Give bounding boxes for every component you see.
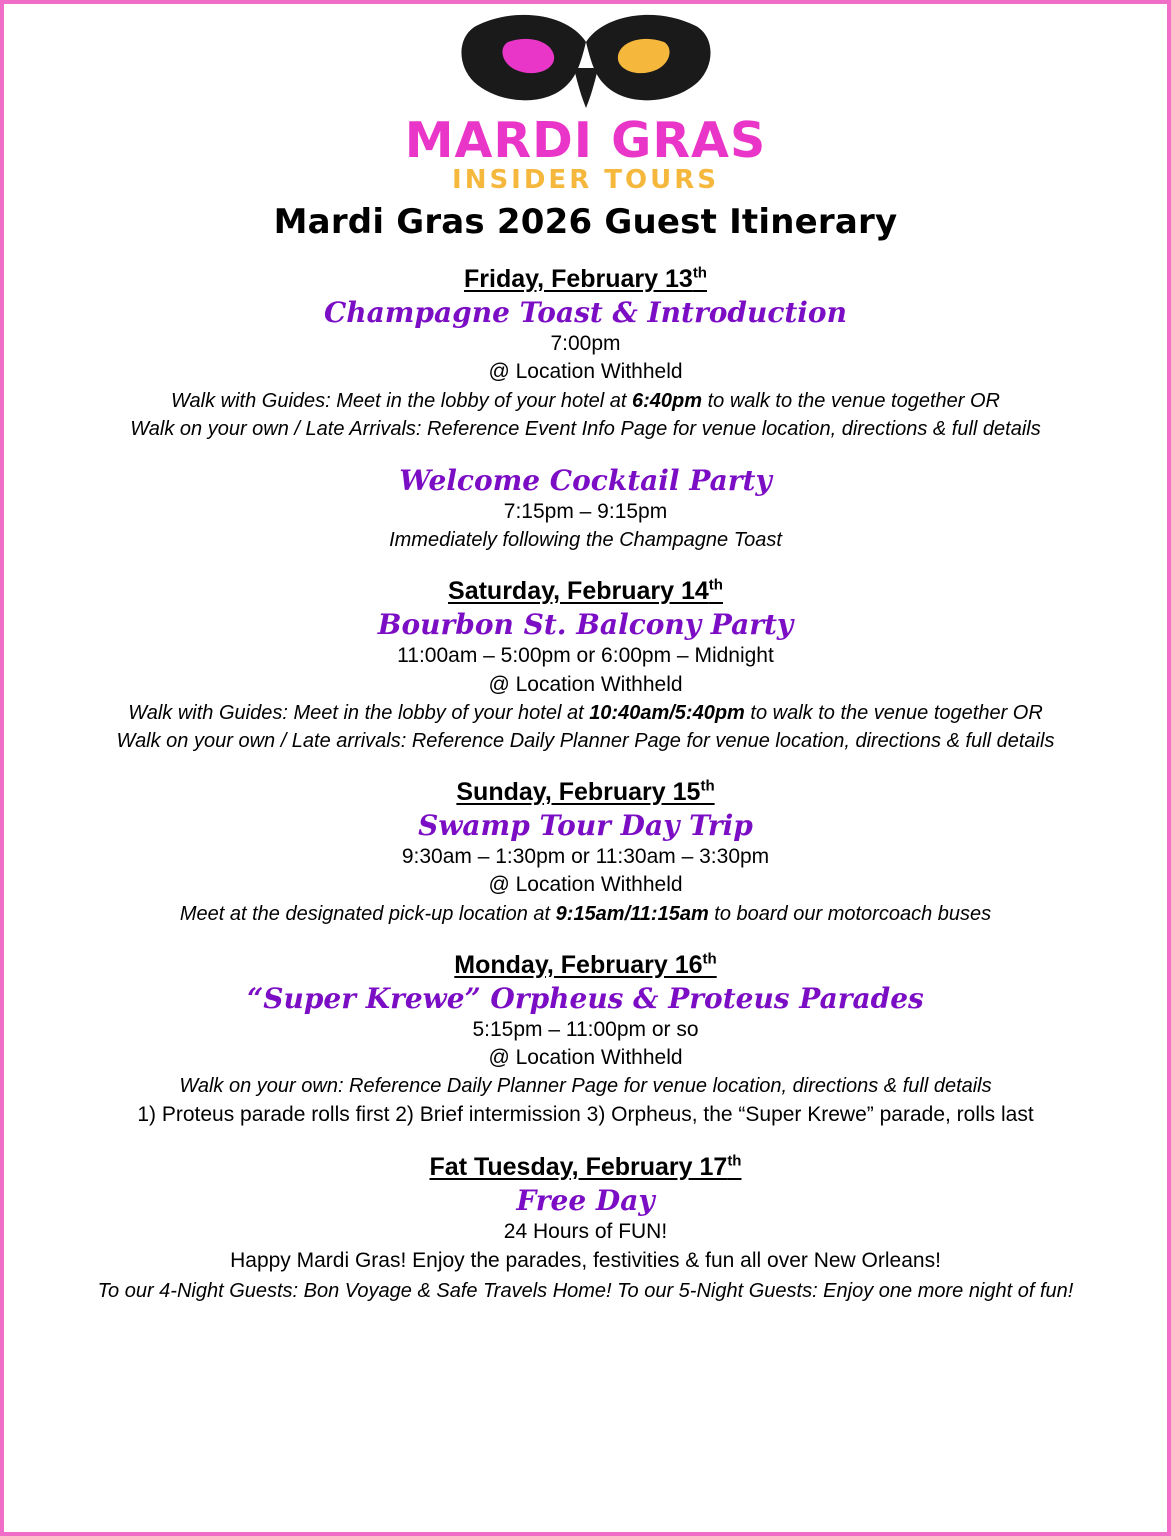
event-block: [28, 295, 1143, 443]
day-heading: Sunday, February 15th: [456, 777, 715, 806]
event-note: Walk with Guides: Meet in the lobby of your hotel at 10:40am/5:40pm to walk to the venue together OR: [128, 701, 1043, 724]
event-note-highlight: 10:40am/5:40pm: [589, 701, 745, 724]
event-title: Bourbon St. Balcony Party: [377, 608, 794, 642]
event-note: Walk on your own / Late arrivals: Reference Daily Planner Page for venue location, directions & full details: [116, 729, 1055, 752]
event-location: @ Location Withheld: [488, 873, 683, 897]
day-block: [28, 950, 1143, 1130]
day-heading-ordinal: th: [702, 950, 717, 968]
event-title: Swamp Tour Day Trip: [418, 808, 753, 842]
day-heading-ordinal: th: [708, 576, 723, 594]
event-note: Meet at the designated pick-up location at 9:15am/11:15am to board our motorcoach buses: [179, 902, 992, 925]
event-title: “Super Krewe” Orpheus & Proteus Parades: [247, 981, 924, 1015]
event-title: Free Day: [516, 1183, 655, 1217]
event-time: 24 Hours of FUN!: [503, 1219, 668, 1243]
event-time: 7:15pm – 9:15pm: [503, 499, 668, 523]
event-block: [28, 981, 1143, 1130]
event-title: Welcome Cocktail Party: [399, 463, 772, 497]
day-block: [28, 264, 1143, 554]
event-note: Walk with Guides: Meet in the lobby of your hotel at 6:40pm to walk to the venue together OR: [171, 389, 1000, 412]
event-time: 11:00am – 5:00pm or 6:00pm – Midnight: [397, 644, 774, 668]
event-plain-note: Happy Mardi Gras! Enjoy the parades, festivities & fun all over New Orleans!: [230, 1248, 941, 1272]
event-time: 5:15pm – 11:00pm or so: [472, 1017, 699, 1041]
event-note: Walk on your own / Late Arrivals: Reference Event Info Page for venue location, directions & full details: [130, 417, 1041, 440]
event-location: @ Location Withheld: [488, 672, 683, 696]
event-block: [28, 1183, 1143, 1276]
itinerary-days: [28, 264, 1143, 1275]
event-location: @ Location Withheld: [488, 360, 683, 384]
page-title: Mardi Gras 2026 Guest Itinerary: [273, 202, 898, 243]
day-heading-ordinal: th: [727, 1152, 742, 1170]
day-block: [28, 576, 1143, 755]
day-block: [28, 777, 1143, 928]
day-heading: Saturday, February 14th: [448, 576, 723, 606]
event-note-highlight: 6:40pm: [632, 389, 703, 412]
brand-logo: [28, 12, 1143, 194]
event-note: Walk on your own: Reference Daily Planner Page for venue location, directions & full details: [179, 1075, 992, 1098]
event-note: Immediately following the Champagne Toast: [389, 529, 782, 552]
logo-wordmark: MARDI GRAS: [404, 112, 767, 169]
event-time: 7:00pm: [550, 332, 621, 356]
event-title: Champagne Toast & Introduction: [324, 296, 847, 330]
footer-note: To our 4-Night Guests: Bon Voyage & Safe Travels Home! To our 5-Night Guests: Enjoy one more night of fun!: [97, 1280, 1074, 1303]
event-time: 9:30am – 1:30pm or 11:30am – 3:30pm: [401, 844, 770, 868]
day-heading: Friday, February 13th: [464, 264, 707, 294]
event-note-highlight: 9:15am/11:15am: [555, 902, 709, 925]
logo-tagline: INSIDER TOURS: [452, 164, 719, 195]
event-location: @ Location Withheld: [488, 1045, 683, 1069]
mardi-gras-mask-icon: [28, 12, 1143, 116]
day-heading-ordinal: th: [692, 264, 707, 282]
day-heading: Fat Tuesday, February 17th: [429, 1152, 742, 1181]
day-heading: Monday, February 16th: [454, 950, 717, 979]
event-plain-note: 1) Proteus parade rolls first 2) Brief intermission 3) Orpheus, the “Super Krewe” parade, rolls last: [137, 1103, 1034, 1127]
event-block: [28, 607, 1143, 755]
event-block: [28, 808, 1143, 928]
event-block: [28, 463, 1143, 554]
day-block: [28, 1152, 1143, 1276]
day-heading-ordinal: th: [700, 777, 715, 795]
